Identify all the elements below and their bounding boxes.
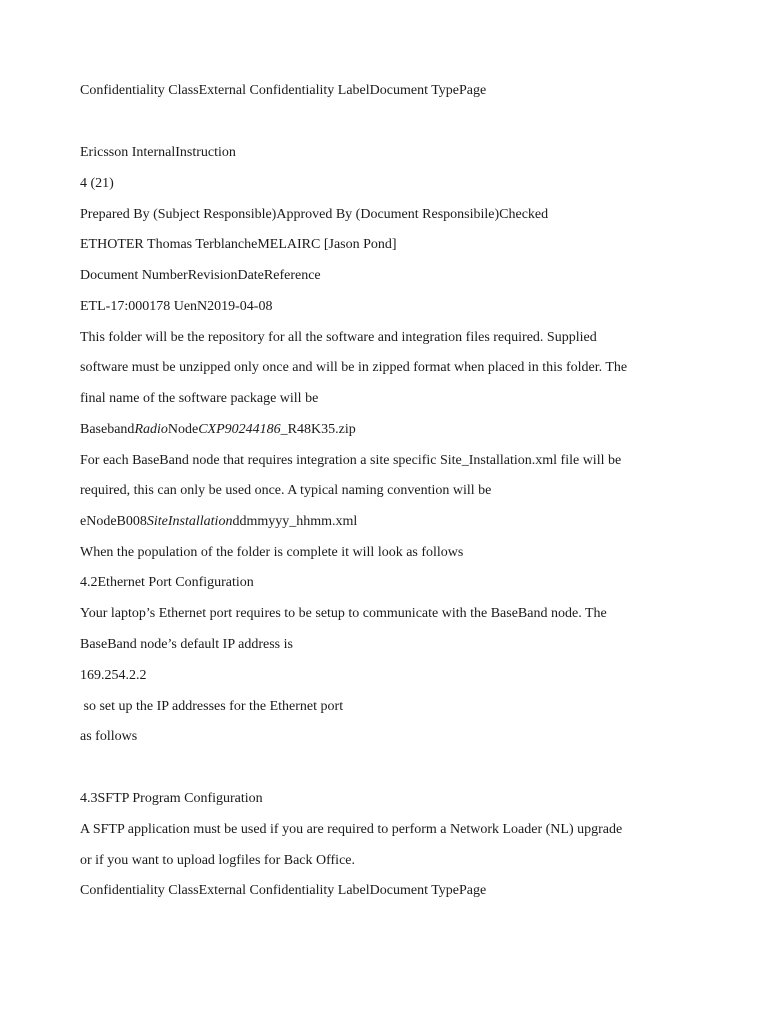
paragraph-text: BaseBand node’s default IP address is — [80, 637, 293, 652]
header-labels: Confidentiality ClassExternal Confidentiality LabelDocument TypePage — [80, 83, 487, 98]
ip-address: 169.254.2.2 — [80, 668, 147, 683]
paragraph-text: Your laptop’s Ethernet port requires to be setup to communicate with the BaseBand node. The — [80, 606, 607, 621]
people-values: ETHOTER Thomas TerblancheMELAIRC [Jason Pond] — [80, 237, 397, 252]
header-values: Ericsson InternalInstruction — [80, 145, 236, 160]
paragraph-text: For each BaseBand node that requires integration a site specific Site_Installation.xml file will be — [80, 453, 622, 468]
xml-name-part: ddmmyyy_hhmm.xml — [232, 514, 358, 529]
people-labels: Prepared By (Subject Responsible)Approved By (Document Responsibile)Checked — [80, 207, 549, 222]
xml-file-name — [80, 513, 357, 531]
section-heading-4-3: 4.3SFTP Program Configuration — [80, 791, 263, 806]
package-name-part: Baseband — [80, 422, 135, 437]
package-name-part: _R48K35.zip — [280, 422, 356, 437]
paragraph-text: final name of the software package will be — [80, 391, 319, 406]
xml-name-part: eNodeB008 — [80, 514, 147, 529]
footer-labels: Confidentiality ClassExternal Confidentiality LabelDocument TypePage — [80, 883, 487, 898]
package-name-part: CXP90244186 — [198, 422, 281, 437]
paragraph-text: When the population of the folder is complete it will look as follows — [80, 545, 464, 560]
xml-name-part: SiteInstallation — [146, 514, 233, 529]
software-package-name — [80, 421, 356, 439]
paragraph-text: so set up the IP addresses for the Ethernet port — [80, 699, 344, 714]
package-name-part: Node — [167, 422, 199, 437]
document-labels: Document NumberRevisionDateReference — [80, 268, 321, 283]
section-heading-4-2: 4.2Ethernet Port Configuration — [80, 575, 254, 590]
document-values: ETL-17:000178 UenN2019-04-08 — [80, 299, 273, 314]
page-number: 4 (21) — [80, 176, 114, 191]
paragraph-text: A SFTP application must be used if you are required to perform a Network Loader (NL) upgrade — [80, 822, 623, 837]
package-name-part: Radio — [134, 422, 168, 437]
paragraph-text: required, this can only be used once. A typical naming convention will be — [80, 483, 492, 498]
paragraph-text: This folder will be the repository for all the software and integration files required. Supplied — [80, 330, 597, 345]
paragraph-text: as follows — [80, 729, 138, 744]
paragraph-text: or if you want to upload logfiles for Back Office. — [80, 853, 356, 868]
paragraph-text: software must be unzipped only once and will be in zipped format when placed in this folder. The — [80, 360, 628, 375]
